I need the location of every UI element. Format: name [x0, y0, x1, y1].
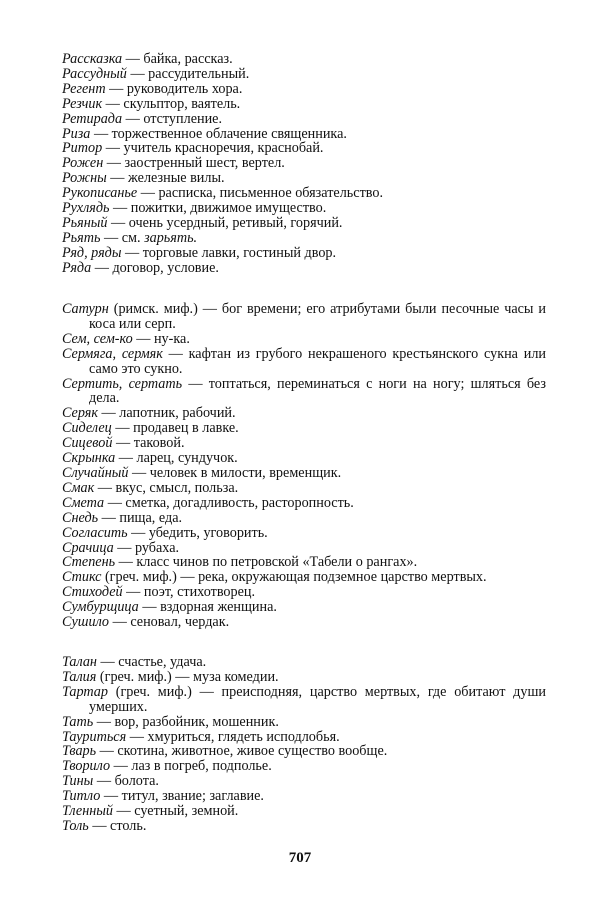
entry-definition: — сметка, догадливость, расторопность. — [104, 494, 354, 511]
entry-term: Сертить, сертать — [62, 375, 183, 392]
entry-term: Резчик — [62, 95, 103, 112]
glossary-entry — [62, 421, 546, 436]
entry-definition: — суетный, земной. — [113, 803, 239, 820]
entry-definition: — кафтан из грубого некрашеного крестьянского сукна или само это сукно. — [89, 345, 546, 377]
glossary-entry — [62, 715, 546, 730]
glossary-entry — [62, 377, 546, 407]
entry-term: Титло — [62, 788, 101, 805]
entry-term: Тартар — [62, 683, 108, 700]
glossary-entry — [62, 511, 546, 526]
glossary-entry — [62, 82, 546, 97]
glossary-entry — [62, 541, 546, 556]
glossary-entry — [62, 570, 546, 585]
entry-definition: — убедить, уговорить. — [127, 524, 268, 541]
glossary-entry — [62, 141, 546, 156]
entry-definition: — класс чинов по петровской «Табели о рангах». — [115, 554, 418, 571]
glossary-entry — [62, 655, 546, 670]
entry-term: Тать — [62, 713, 94, 730]
entry-definition: — рубаха. — [113, 539, 180, 556]
entry-term: Рассудный — [62, 65, 127, 82]
entry-term: Талия — [62, 668, 97, 685]
entry-definition: — см. — [100, 229, 145, 246]
entry-definition: — расписка, письменное обязательство. — [137, 185, 384, 202]
entry-term: Сушило — [62, 614, 110, 631]
entry-term: Сиделец — [62, 420, 112, 437]
entry-definition: (римск. миф.) — бог времени; его атрибутами были песочные часы и коса или серп. — [89, 301, 546, 332]
entry-definition: — скотина, животное, живое существо вообще. — [96, 743, 388, 760]
entry-definition: (греч. миф.) — река, окружающая подземное царство мертвых. — [101, 569, 487, 586]
entry-definition: — лаз в погреб, подполье. — [110, 758, 272, 775]
entry-definition: — столь. — [88, 817, 147, 834]
entry-definition: — счастье, удача. — [96, 654, 207, 670]
entry-term: Рукописанье — [62, 185, 138, 202]
entry-term: Рассказка — [62, 51, 123, 67]
entry-definition: — очень усердный, ретивый, горячий. — [107, 214, 343, 231]
glossary-entry — [62, 156, 546, 171]
entry-term: Регент — [62, 80, 106, 97]
glossary-entry — [62, 246, 546, 261]
section-t — [62, 655, 546, 834]
glossary-entry — [62, 670, 546, 685]
glossary-entry — [62, 730, 546, 745]
section-r — [62, 52, 546, 276]
entry-definition: — пища, еда. — [98, 509, 183, 526]
glossary-entry — [62, 804, 546, 819]
glossary-entry — [62, 526, 546, 541]
glossary-entry — [62, 789, 546, 804]
glossary-entry — [62, 436, 546, 451]
entry-definition: — ну-ка. — [132, 330, 190, 347]
entry-definition: (греч. миф.) — муза комедии. — [96, 668, 279, 685]
entry-term: Сатурн — [62, 301, 109, 317]
entry-term: Серяк — [62, 405, 98, 422]
entry-term: Стикс — [62, 569, 102, 586]
entry-term: Скрынка — [62, 450, 116, 467]
entry-definition: — торговые лавки, гостиный двор. — [121, 244, 337, 261]
entry-term: Рьять — [62, 229, 101, 246]
entry-term: Смета — [62, 494, 105, 511]
entry-term: Степень — [62, 554, 116, 571]
glossary-entry — [62, 261, 546, 276]
glossary-entry — [62, 186, 546, 201]
glossary-entry — [62, 347, 546, 377]
glossary-entry — [62, 97, 546, 112]
entry-definition: — скульптор, ваятель. — [102, 95, 241, 112]
page-number: 707 — [288, 850, 312, 866]
entry-term: Смак — [62, 479, 95, 496]
entry-definition: — хмуриться, глядеть исподлобья. — [126, 728, 340, 745]
entry-term: Талан — [62, 654, 97, 670]
entry-term: Случайный — [62, 464, 129, 481]
entry-term: Рожны — [62, 170, 107, 187]
entry-term: Толь — [62, 817, 89, 834]
entry-definition: — вздорная женщина. — [138, 599, 277, 616]
entry-definition: — торжественное облачение священника. — [90, 125, 347, 142]
glossary-entry — [62, 171, 546, 186]
entry-term: Рожен — [62, 155, 104, 172]
entry-definition: — железные вилы. — [106, 170, 225, 187]
entry-term: Тины — [62, 773, 94, 790]
entry-term: Тварь — [62, 743, 97, 760]
glossary-entry — [62, 67, 546, 82]
entry-definition: — поэт, стихотворец. — [122, 584, 256, 601]
entry-definition: — таковой. — [112, 435, 185, 452]
entry-definition: — рассудительный. — [126, 65, 250, 82]
glossary-entry — [62, 302, 546, 332]
entry-definition: — продавец в лавке. — [111, 420, 239, 437]
entry-definition: — пожитки, движимое имущество. — [109, 200, 327, 217]
entry-term: Ряда — [62, 259, 92, 276]
entry-definition: (греч. миф.) — преисподняя, царство мертвых, где обитают души умерших. — [89, 683, 546, 715]
entry-term: Ряд, ряды — [62, 244, 122, 261]
entry-definition: — договор, условие. — [91, 259, 219, 276]
entry-term: Рухлядь — [62, 200, 110, 217]
entry-definition: — болота. — [93, 773, 159, 790]
entry-term: Творило — [62, 758, 111, 775]
entry-definition: — руководитель хора. — [105, 80, 243, 97]
glossary-entry — [62, 819, 546, 834]
section-s — [62, 302, 546, 630]
entry-term: Ритор — [62, 140, 103, 157]
entry-term: Риза — [62, 125, 91, 142]
glossary-entry — [62, 466, 546, 481]
entry-definition: — байка, рассказ. — [122, 51, 233, 67]
entry-term: Сем, сем-ко — [62, 330, 133, 347]
entry-definition: — человек в милости, временщик. — [128, 464, 342, 481]
entry-term: Тленный — [62, 803, 113, 820]
glossary-entry — [62, 406, 546, 421]
glossary-entry — [62, 216, 546, 231]
entry-definition: — вкус, смысл, польза. — [94, 479, 239, 496]
glossary-entry — [62, 496, 546, 511]
glossary-entry — [62, 201, 546, 216]
entry-cross-reference: зарьять. — [144, 229, 198, 246]
entry-definition: — вор, разбойник, мошенник. — [93, 713, 279, 730]
glossary-entry — [62, 685, 546, 715]
entry-definition: — топтаться, переминаться с ноги на ногу; шляться без дела. — [89, 375, 546, 407]
glossary-entry — [62, 744, 546, 759]
glossary-entry — [62, 451, 546, 466]
glossary-entry — [62, 615, 546, 630]
entry-definition: — заостренный шест, вертел. — [103, 155, 285, 172]
entry-term: Ретирада — [62, 110, 123, 127]
glossary-entry — [62, 774, 546, 789]
entry-definition: — отступление. — [122, 110, 223, 127]
glossary-entry — [62, 481, 546, 496]
glossary-entry — [62, 555, 546, 570]
entry-term: Сумбурщица — [62, 599, 139, 616]
entry-definition: — учитель красноречия, краснобай. — [102, 140, 324, 157]
glossary-entry — [62, 52, 546, 67]
glossary-entry — [62, 231, 546, 246]
glossary-entry — [62, 759, 546, 774]
entry-term: Снедь — [62, 509, 99, 526]
glossary-entry — [62, 127, 546, 142]
entry-definition: — лапотник, рабочий. — [98, 405, 236, 422]
entry-term: Стиходей — [62, 584, 123, 601]
entry-term: Тауриться — [62, 728, 127, 745]
glossary-entry — [62, 600, 546, 615]
entry-term: Сицевой — [62, 435, 113, 452]
entry-definition: — титул, звание; заглавие. — [100, 788, 264, 805]
entry-definition: — сеновал, чердак. — [109, 614, 230, 631]
entry-term: Сермяга, сермяк — [62, 345, 163, 362]
glossary-entry — [62, 585, 546, 600]
glossary-entry — [62, 332, 546, 347]
entry-term: Рьяный — [62, 214, 108, 231]
glossary-entry — [62, 112, 546, 127]
entry-term: Срачица — [62, 539, 114, 556]
entry-term: Согласить — [62, 524, 128, 541]
entry-definition: — ларец, сундучок. — [115, 450, 238, 467]
